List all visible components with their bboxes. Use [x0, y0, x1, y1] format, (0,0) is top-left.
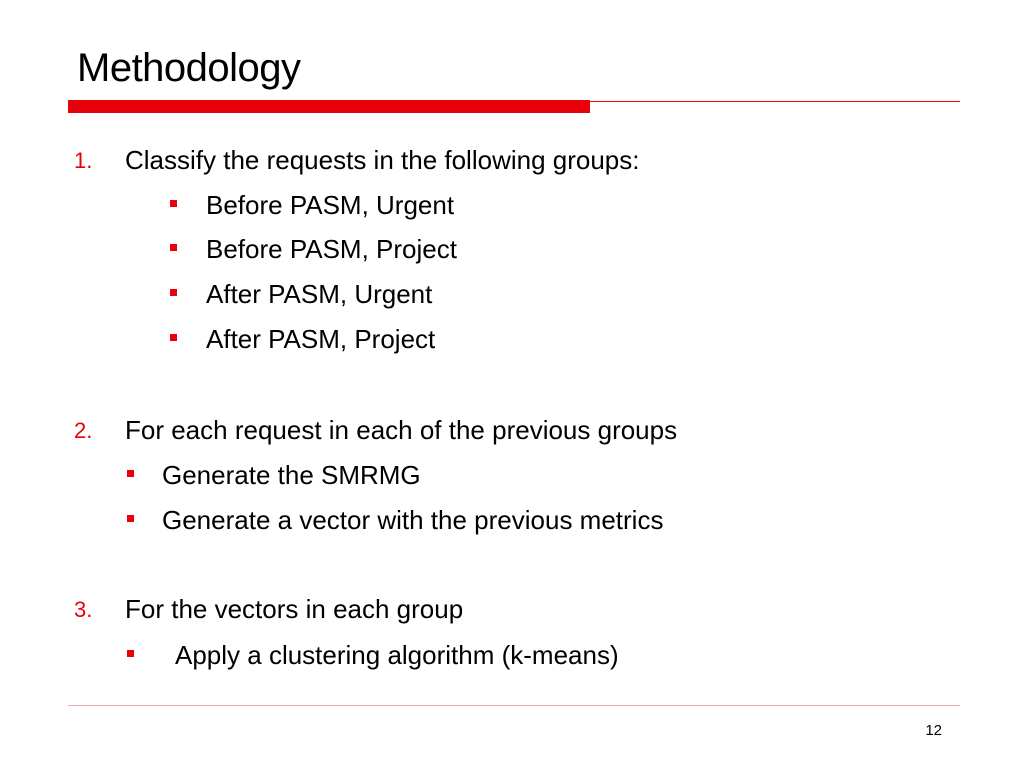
item-text: For each request in each of the previous groups	[125, 415, 678, 445]
square-bullet-icon	[127, 650, 134, 657]
square-bullet-icon	[127, 515, 134, 522]
square-bullet-icon	[170, 244, 177, 251]
item-text: For the vectors in each group	[125, 594, 464, 624]
title-underline-thin	[590, 101, 960, 102]
sub-item-text: After PASM, Urgent	[206, 279, 433, 309]
sub-item-text: Apply a clustering algorithm (k-means)	[175, 640, 619, 670]
slide-title: Methodology	[77, 46, 301, 90]
square-bullet-icon	[170, 334, 177, 341]
square-bullet-icon	[170, 200, 177, 207]
sub-item-text: Generate the SMRMG	[162, 460, 421, 490]
square-bullet-icon	[127, 470, 134, 477]
title-underline-thick	[68, 100, 590, 113]
footer-rule	[68, 705, 960, 706]
square-bullet-icon	[170, 289, 177, 296]
sub-item-text: Before PASM, Urgent	[206, 190, 455, 220]
item-number: 3.	[74, 597, 93, 622]
sub-item-text: Generate a vector with the previous metrics	[162, 505, 664, 535]
page-number: 12	[925, 722, 942, 739]
item-number: 2.	[74, 418, 93, 443]
item-number: 1.	[74, 148, 93, 173]
item-text: Classify the requests in the following groups:	[125, 145, 640, 175]
sub-item-text: After PASM, Project	[206, 324, 436, 354]
sub-item-text: Before PASM, Project	[206, 234, 457, 264]
